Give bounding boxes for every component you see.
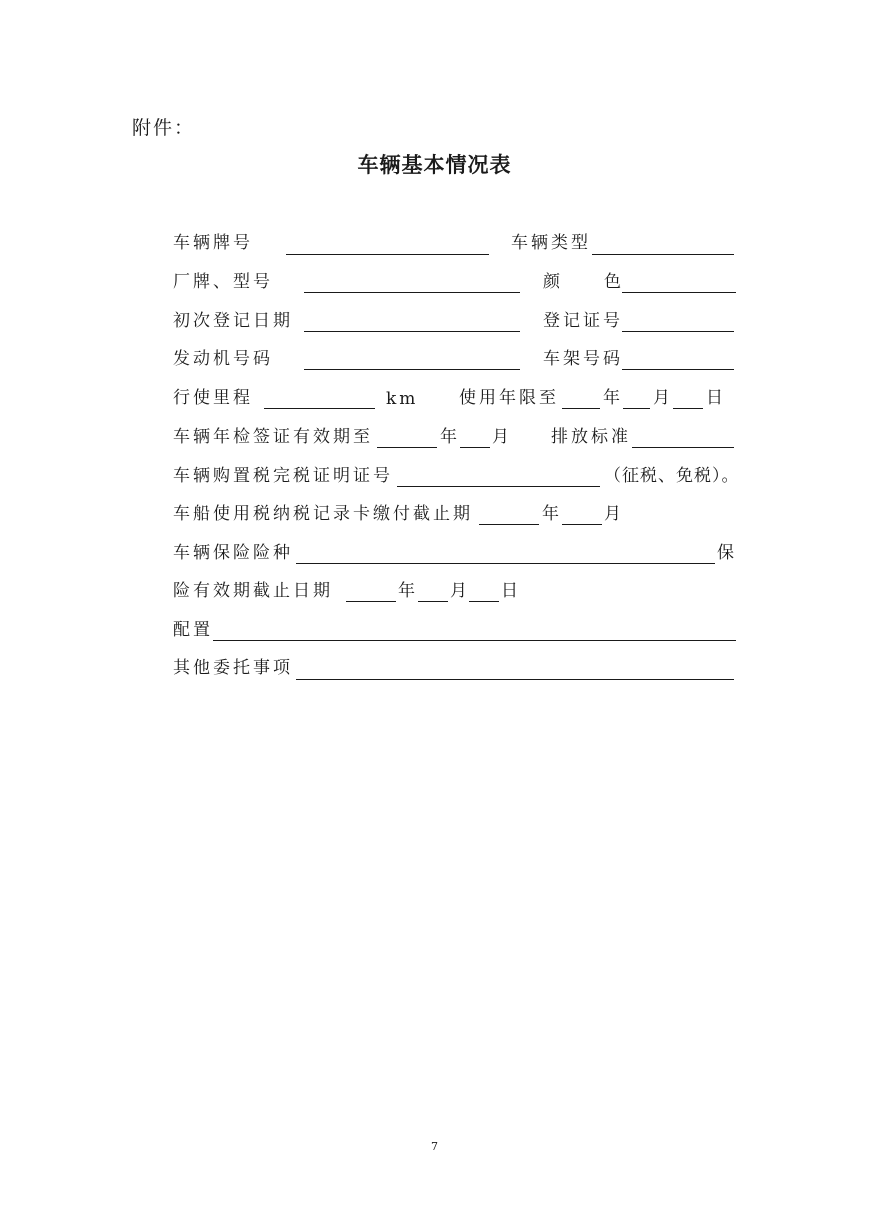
- insurance-valid-label: 险有效期截止日期: [173, 581, 333, 601]
- other-items-field[interactable]: [296, 679, 734, 680]
- insurance-wrap-text: 保: [717, 543, 737, 563]
- brand-model-label: 厂牌、型号: [173, 272, 273, 292]
- insurance-month-field[interactable]: [418, 601, 448, 602]
- vehicle-type-label: 车辆类型: [511, 233, 591, 253]
- registration-cert-label: 登记证号: [543, 311, 623, 331]
- purchase-tax-field[interactable]: [397, 486, 600, 487]
- plate-number-field[interactable]: [286, 254, 489, 255]
- configuration-label: 配置: [173, 620, 213, 640]
- attachment-label: 附件：: [132, 117, 196, 139]
- insurance-day-field[interactable]: [469, 601, 499, 602]
- color-label-part1: 颜: [543, 272, 563, 292]
- insurance-month-label: 月: [450, 581, 470, 601]
- inspection-year-field[interactable]: [377, 447, 437, 448]
- insurance-day-label: 日: [501, 581, 521, 601]
- service-life-month-field[interactable]: [623, 408, 650, 409]
- configuration-field[interactable]: [213, 640, 736, 641]
- mileage-field[interactable]: [264, 408, 375, 409]
- other-items-label: 其他委托事项: [173, 658, 293, 678]
- engine-no-field[interactable]: [304, 369, 520, 370]
- registration-cert-field[interactable]: [622, 331, 734, 332]
- inspection-valid-label: 车辆年检签证有效期至: [173, 427, 373, 447]
- page-number: 7: [431, 1140, 438, 1153]
- mileage-unit: km: [386, 389, 419, 409]
- vessel-tax-month-field[interactable]: [562, 524, 602, 525]
- engine-no-label: 发动机号码: [173, 349, 273, 369]
- vessel-tax-label: 车船使用税纳税记录卡缴付截止期: [173, 504, 473, 524]
- service-life-day-field[interactable]: [673, 408, 703, 409]
- service-life-day-label: 日: [706, 388, 726, 408]
- emission-standard-label: 排放标准: [551, 427, 631, 447]
- inspection-year-label: 年: [440, 427, 460, 447]
- emission-standard-field[interactable]: [632, 447, 734, 448]
- frame-no-field[interactable]: [622, 369, 734, 370]
- mileage-label: 行使里程: [173, 388, 253, 408]
- color-label-part2: 色: [604, 272, 624, 292]
- inspection-month-field[interactable]: [460, 447, 490, 448]
- tax-status-note: （征税、免税）。: [604, 466, 740, 486]
- purchase-tax-label: 车辆购置税完税证明证号: [173, 466, 393, 486]
- first-registration-date-field[interactable]: [304, 331, 520, 332]
- first-registration-date-label: 初次登记日期: [173, 311, 293, 331]
- service-life-label: 使用年限至: [459, 388, 559, 408]
- vessel-tax-year-field[interactable]: [479, 524, 539, 525]
- plate-number-label: 车辆牌号: [173, 233, 253, 253]
- service-life-year-label: 年: [603, 388, 623, 408]
- inspection-month-label: 月: [492, 427, 512, 447]
- insurance-type-field[interactable]: [296, 563, 715, 564]
- vessel-tax-year-label: 年: [542, 504, 562, 524]
- color-field[interactable]: [622, 292, 736, 293]
- brand-model-field[interactable]: [304, 292, 520, 293]
- insurance-year-field[interactable]: [346, 601, 396, 602]
- vessel-tax-month-label: 月: [604, 504, 624, 524]
- form-title: 车辆基本情况表: [357, 153, 512, 177]
- frame-no-label: 车架号码: [543, 349, 623, 369]
- insurance-type-label: 车辆保险险种: [173, 543, 293, 563]
- vehicle-type-field[interactable]: [592, 254, 734, 255]
- service-life-month-label: 月: [653, 388, 673, 408]
- insurance-year-label: 年: [398, 581, 418, 601]
- service-life-year-field[interactable]: [562, 408, 600, 409]
